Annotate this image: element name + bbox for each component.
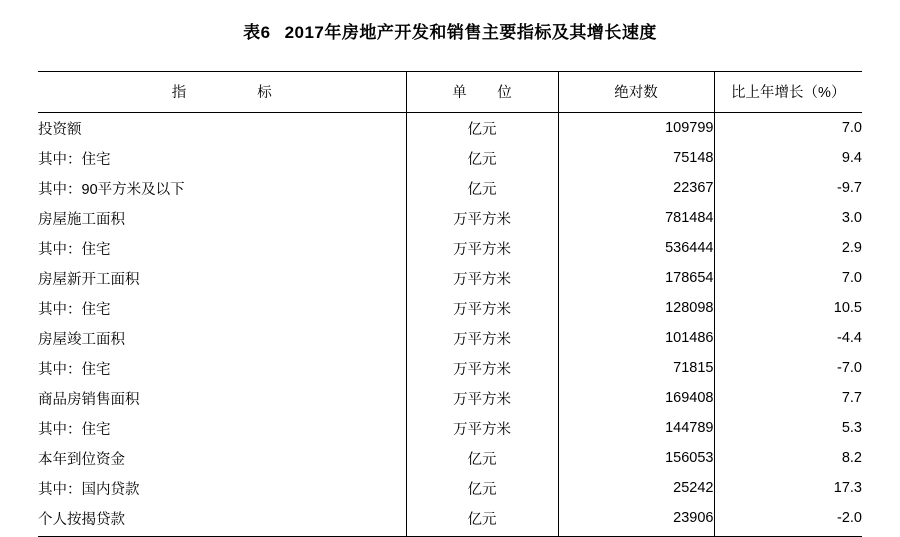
table-row <box>38 173 862 203</box>
cell-growth: 8.2 <box>714 443 862 473</box>
page-title <box>0 0 900 49</box>
cell-absolute: 23906 <box>558 503 714 536</box>
table-row <box>38 353 862 383</box>
column-header-indicator: 指 标 <box>38 72 406 113</box>
table-row <box>38 233 862 263</box>
statistics-table <box>38 71 862 537</box>
table-row <box>38 143 862 173</box>
cell-unit: 亿元 <box>406 443 558 473</box>
cell-growth: -7.0 <box>714 353 862 383</box>
cell-indicator: 投资额 <box>38 121 82 138</box>
column-header-unit: 单 位 <box>406 72 558 113</box>
table-row <box>38 443 862 473</box>
cell-unit: 万平方米 <box>406 293 558 323</box>
cell-growth: 5.3 <box>714 413 862 443</box>
cell-indicator: 其中：国内贷款 <box>38 481 140 498</box>
cell-indicator: 其中：住宅 <box>38 151 111 168</box>
cell-absolute: 71815 <box>558 353 714 383</box>
table-number: 表6 <box>243 23 271 42</box>
cell-unit: 亿元 <box>406 173 558 203</box>
cell-indicator: 房屋施工面积 <box>38 211 125 228</box>
table-row <box>38 293 862 323</box>
table-header <box>38 72 862 113</box>
cell-absolute: 75148 <box>558 143 714 173</box>
cell-unit: 亿元 <box>406 143 558 173</box>
table-container <box>38 71 862 537</box>
cell-absolute: 144789 <box>558 413 714 443</box>
cell-unit: 万平方米 <box>406 233 558 263</box>
cell-growth: 3.0 <box>714 203 862 233</box>
cell-indicator: 个人按揭贷款 <box>38 503 406 536</box>
cell-absolute: 156053 <box>558 443 714 473</box>
cell-absolute: 178654 <box>558 263 714 293</box>
table-row <box>38 263 862 293</box>
table-row <box>38 473 862 503</box>
cell-indicator: 其中：住宅 <box>38 421 111 438</box>
cell-growth: -4.4 <box>714 323 862 353</box>
table-row <box>38 203 862 233</box>
cell-growth: -2.0 <box>714 503 862 536</box>
cell-indicator: 房屋新开工面积 <box>38 271 140 288</box>
cell-unit: 亿元 <box>406 473 558 503</box>
cell-unit: 万平方米 <box>406 263 558 293</box>
cell-growth: 7.0 <box>714 113 862 144</box>
cell-absolute: 22367 <box>558 173 714 203</box>
table-row <box>38 503 862 536</box>
cell-unit: 亿元 <box>406 113 558 144</box>
table-row <box>38 413 862 443</box>
cell-unit: 万平方米 <box>406 323 558 353</box>
column-header-growth: 比上年增长（%） <box>714 72 862 113</box>
cell-unit: 万平方米 <box>406 203 558 233</box>
cell-absolute: 536444 <box>558 233 714 263</box>
cell-absolute: 109799 <box>558 113 714 144</box>
cell-growth: 17.3 <box>714 473 862 503</box>
cell-growth: -9.7 <box>714 173 862 203</box>
column-header-absolute: 绝对数 <box>558 72 714 113</box>
header-row <box>38 72 862 113</box>
cell-indicator: 其中：住宅 <box>38 361 111 378</box>
cell-indicator: 房屋竣工面积 <box>38 331 125 348</box>
table-title-text: 2017年房地产开发和销售主要指标及其增长速度 <box>284 23 657 42</box>
table-row <box>38 383 862 413</box>
cell-growth: 7.7 <box>714 383 862 413</box>
cell-absolute: 25242 <box>558 473 714 503</box>
cell-absolute: 169408 <box>558 383 714 413</box>
cell-unit: 万平方米 <box>406 353 558 383</box>
cell-growth: 10.5 <box>714 293 862 323</box>
table-row <box>38 113 862 144</box>
cell-unit: 亿元 <box>406 503 558 536</box>
cell-absolute: 128098 <box>558 293 714 323</box>
cell-indicator: 本年到位资金 <box>38 451 125 468</box>
cell-unit: 万平方米 <box>406 383 558 413</box>
cell-indicator: 其中：住宅 <box>38 301 111 318</box>
cell-growth: 7.0 <box>714 263 862 293</box>
cell-absolute: 101486 <box>558 323 714 353</box>
cell-unit: 万平方米 <box>406 413 558 443</box>
table-body <box>38 113 862 537</box>
cell-indicator: 其中：90平方米及以下 <box>38 181 185 198</box>
cell-indicator: 其中：住宅 <box>38 241 111 258</box>
cell-growth: 9.4 <box>714 143 862 173</box>
table-row <box>38 323 862 353</box>
cell-absolute: 781484 <box>558 203 714 233</box>
cell-indicator: 商品房销售面积 <box>38 391 140 408</box>
cell-growth: 2.9 <box>714 233 862 263</box>
